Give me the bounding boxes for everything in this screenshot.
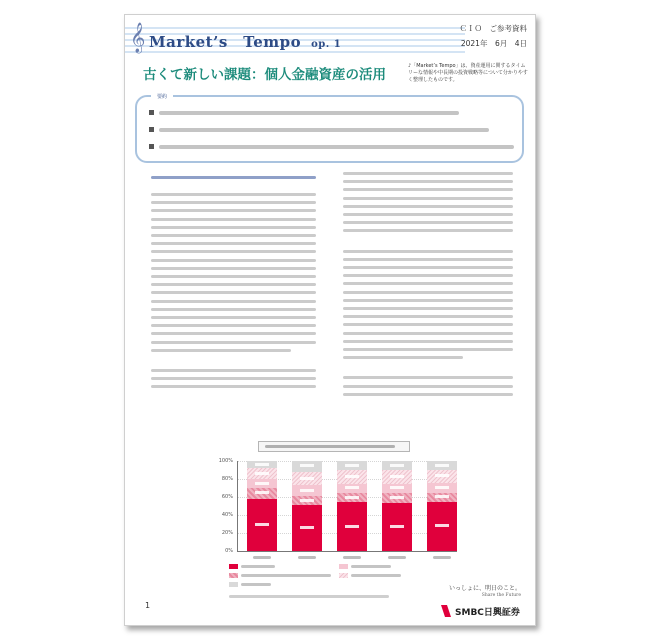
text-line (151, 385, 316, 388)
bar-segment (427, 461, 457, 470)
chart-legend (229, 563, 449, 593)
text-line (343, 376, 513, 379)
data-label (300, 464, 314, 467)
text-line (343, 348, 513, 351)
x-tick-label (253, 556, 271, 559)
bar (292, 461, 322, 551)
text-line (151, 242, 316, 245)
x-tick-label (433, 556, 451, 559)
y-tick-label: 60% (221, 494, 233, 500)
bar-segment (382, 461, 412, 470)
text-line (343, 205, 513, 208)
data-label (345, 486, 359, 489)
data-label (435, 495, 449, 498)
bar-segment (292, 485, 322, 496)
bar (427, 461, 457, 551)
data-label (435, 474, 449, 477)
x-tick-label (343, 556, 361, 559)
text-line (151, 193, 316, 196)
bar-segment (427, 483, 457, 493)
text-line (343, 172, 513, 175)
treble-clef-icon: 𝄞 (130, 23, 146, 53)
text-line (343, 180, 513, 183)
bar-segment (337, 493, 367, 502)
bar-segment (292, 461, 322, 472)
text-line (151, 332, 316, 335)
y-tick-label: 40% (221, 512, 233, 518)
x-axis (237, 551, 457, 552)
text-line (151, 291, 316, 294)
y-tick-label: 80% (221, 476, 233, 482)
slogan: いっしょに、明日のこと。 (448, 585, 521, 592)
text-line (343, 332, 513, 335)
data-label (345, 464, 359, 467)
text-line (151, 369, 316, 372)
text-line (151, 316, 316, 319)
text-line (151, 250, 316, 253)
bar-segment (382, 503, 412, 551)
bar (247, 461, 277, 551)
text-line (343, 299, 513, 302)
bar-segment (337, 470, 367, 484)
y-tick-label: 20% (221, 530, 233, 536)
series-description: ♪「Market’s Tempo」は、資産運用に関するタイムリーな情報や中長期の投資戦略等について分かりやすく整理したものです。 (408, 63, 528, 83)
bar-segment (427, 502, 457, 552)
summary-tag: 要約 (151, 93, 173, 101)
bullet-icon (149, 144, 154, 149)
bar-segment (427, 470, 457, 483)
text-line (343, 213, 513, 216)
text-line (151, 275, 316, 278)
summary-box (135, 95, 524, 163)
text-line (151, 341, 316, 344)
bar-segment (427, 493, 457, 502)
text-line (343, 250, 513, 253)
legend-item (229, 563, 329, 570)
bar-segment (292, 496, 322, 505)
text-line (343, 323, 513, 326)
text-line (151, 201, 316, 204)
data-label (435, 524, 449, 527)
y-tick-label: 100% (218, 458, 233, 464)
document-page (124, 14, 536, 626)
text-line (343, 274, 513, 277)
issue-date: 2021年 6月 4日 (460, 39, 527, 48)
figure-title (258, 441, 410, 452)
bar-segment (382, 470, 412, 484)
data-label (390, 486, 404, 489)
bar-segment (337, 502, 367, 551)
text-line (343, 393, 513, 396)
text-line (343, 307, 513, 310)
data-label (435, 464, 449, 467)
bar-segment (382, 484, 412, 494)
series-banner (125, 21, 465, 55)
legend-item (339, 572, 439, 579)
text-line (343, 356, 463, 359)
text-line (151, 377, 316, 380)
bar-segment (247, 479, 277, 488)
data-label (390, 525, 404, 528)
data-label (255, 463, 269, 466)
bullet-icon (149, 127, 154, 132)
chart-source (229, 595, 389, 598)
data-label (390, 496, 404, 499)
text-line (343, 315, 513, 318)
slogan-en: Share the Future (481, 593, 521, 598)
bar-segment (247, 461, 277, 468)
text-line (151, 300, 316, 303)
text-line (151, 209, 316, 212)
bar-segment (247, 499, 277, 551)
text-line (343, 282, 513, 285)
data-label (255, 482, 269, 485)
text-line (343, 197, 513, 200)
text-line (151, 324, 316, 327)
bar-segment (382, 493, 412, 503)
x-tick-label (298, 556, 316, 559)
text-line (343, 340, 513, 343)
company-logo (441, 585, 521, 619)
text-line (343, 229, 513, 232)
data-label (300, 526, 314, 529)
data-label (390, 475, 404, 478)
legend-item (229, 581, 329, 588)
text-line (343, 266, 513, 269)
data-label (255, 523, 269, 526)
bar-segment (247, 488, 277, 499)
x-tick-label (388, 556, 406, 559)
page-number: 1 (145, 601, 151, 610)
y-tick-label: 0% (225, 548, 233, 554)
data-label (345, 475, 359, 478)
document-title: 古くて新しい課題：個人金融資産の活用 (143, 67, 386, 83)
legend-item (339, 563, 439, 570)
y-axis (237, 461, 238, 551)
series-title: Market’s Tempo op. 1 (149, 33, 342, 51)
brand-name: SMBC日興証券 (455, 608, 520, 618)
section-lead (151, 176, 316, 179)
text-line (151, 234, 316, 237)
text-line (343, 221, 513, 224)
data-label (255, 472, 269, 475)
bar-segment (292, 505, 322, 551)
legend-item (229, 572, 339, 579)
header-info (460, 21, 528, 51)
data-label (300, 477, 314, 480)
bar (382, 461, 412, 551)
text-line (151, 349, 291, 352)
data-label (300, 499, 314, 502)
text-line (343, 188, 513, 191)
data-label (435, 486, 449, 489)
text-line (151, 283, 316, 286)
text-line (343, 258, 513, 261)
bullet-icon (149, 110, 154, 115)
text-line (343, 291, 513, 294)
text-line (343, 385, 513, 388)
data-label (345, 525, 359, 528)
data-label (345, 496, 359, 499)
text-line (151, 267, 316, 270)
data-label (300, 489, 314, 492)
bar-segment (337, 461, 367, 470)
text-line (151, 218, 316, 221)
bar-segment (337, 484, 367, 494)
department-label: ＣＩＯ ご参考資料 (459, 24, 527, 33)
text-line (151, 259, 316, 262)
bar-segment (247, 468, 277, 479)
text-line (151, 226, 316, 229)
opus-number: op. 1 (311, 39, 342, 50)
brand-mark-icon (441, 605, 451, 617)
data-label (255, 491, 269, 494)
data-label (390, 464, 404, 467)
text-line (151, 308, 316, 311)
bar-segment (292, 472, 322, 486)
bar (337, 461, 367, 551)
